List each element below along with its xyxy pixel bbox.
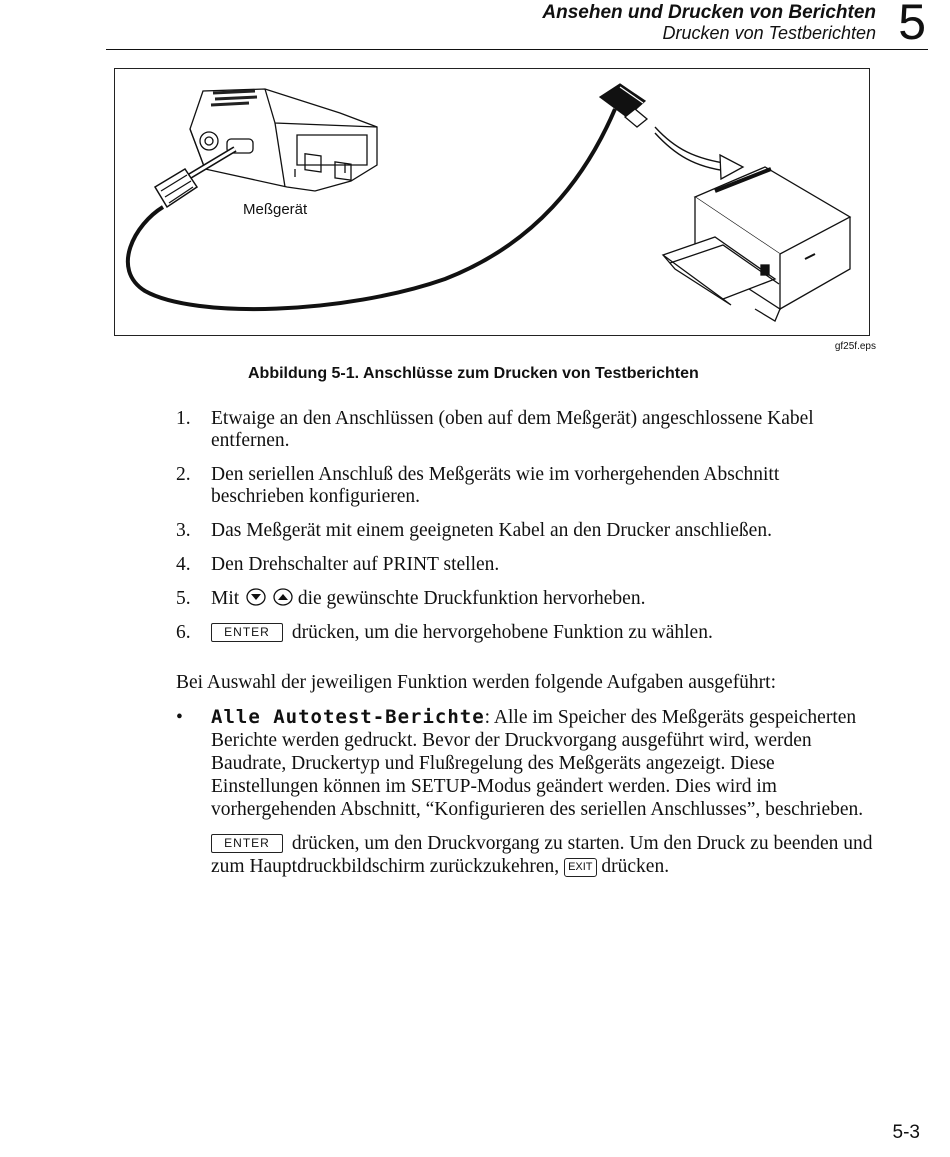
page-number: 5-3	[892, 1122, 920, 1143]
bullet-text: Alle im Speicher des Meßgeräts gespeicherten Berichte werden gedruckt. Bevor der Druckvorgang ausgeführt wird, werden Baudrate, Druckertyp und Flußregelung des Meßgeräts angezeigt. Diese Einstellungen können im SETUP-Modus geändert werden. Dies wird im vorhergehenden Abschnitt, “Konfigurieren des seriellen Anschlusses”, beschrieben.	[211, 707, 864, 820]
step-item	[176, 520, 876, 542]
step-item	[176, 408, 876, 452]
step-pre-text: Mit	[211, 588, 240, 609]
step-number: 4.	[176, 554, 191, 575]
procedure-steps	[176, 408, 876, 656]
step-text: Den seriellen Anschluß des Meßgeräts wie im vorhergehenden Abschnitt beschrieben konfigurieren.	[211, 464, 780, 507]
followup-text: drücken, um den Druckvorgang zu starten. Um den Druck zu beenden und zum Hauptdruckbildschirm zurückzukehren,	[211, 833, 873, 877]
step-item	[176, 554, 876, 576]
step-number: 1.	[176, 408, 191, 429]
running-header	[542, 2, 876, 44]
step-number: 5.	[176, 588, 191, 609]
step-item	[176, 464, 876, 508]
down-arrow-key-icon	[246, 588, 266, 606]
step-text: Das Meßgerät mit einem geeigneten Kabel an den Drucker anschließen.	[211, 520, 772, 541]
step-text: Etwaige an den Anschlüssen (oben auf dem Meßgerät) angeschlossene Kabel entfernen.	[211, 408, 814, 451]
step-number: 3.	[176, 520, 191, 541]
meter-device-illustration	[190, 89, 377, 191]
connection-illustration	[115, 69, 869, 335]
printer-cable-connector	[600, 84, 647, 127]
header-rule	[106, 49, 928, 50]
function-name: Alle Autotest-Berichte	[211, 706, 485, 728]
bullet-marker: •	[176, 707, 183, 728]
chapter-title: Ansehen und Drucken von Berichten	[542, 2, 876, 23]
section-title: Drucken von Testberichten	[662, 23, 876, 43]
intro-paragraph: Bei Auswahl der jeweiligen Funktion werden folgende Aufgaben ausgeführt:	[176, 672, 777, 693]
term-colon: :	[484, 707, 491, 728]
step-item	[176, 588, 876, 610]
step-text: die gewünschte Druckfunktion hervorheben.	[297, 588, 646, 609]
step-item	[176, 622, 876, 644]
step-text: drücken, um die hervorgehobene Funktion zu wählen.	[291, 622, 713, 643]
up-arrow-key-icon	[273, 588, 293, 606]
figure-frame	[114, 68, 870, 336]
enter-key-icon: ENTER	[211, 834, 283, 853]
chapter-number: 5	[898, 0, 926, 50]
step-number: 6.	[176, 622, 191, 643]
bullet-item	[176, 706, 876, 878]
printer-illustration	[663, 167, 850, 321]
enter-key-icon: ENTER	[211, 623, 283, 642]
meter-label: Meßgerät	[243, 201, 308, 218]
step-number: 2.	[176, 464, 191, 485]
followup-end-text: drücken.	[601, 856, 670, 877]
step-text: Den Drehschalter auf PRINT stellen.	[211, 554, 500, 575]
bullet-followup	[176, 832, 876, 878]
exit-key-icon: EXIT	[564, 858, 596, 877]
figure-caption: Abbildung 5-1. Anschlüsse zum Drucken von Testberichten	[248, 365, 699, 382]
figure-file-tag: gf25f.eps	[834, 341, 876, 352]
